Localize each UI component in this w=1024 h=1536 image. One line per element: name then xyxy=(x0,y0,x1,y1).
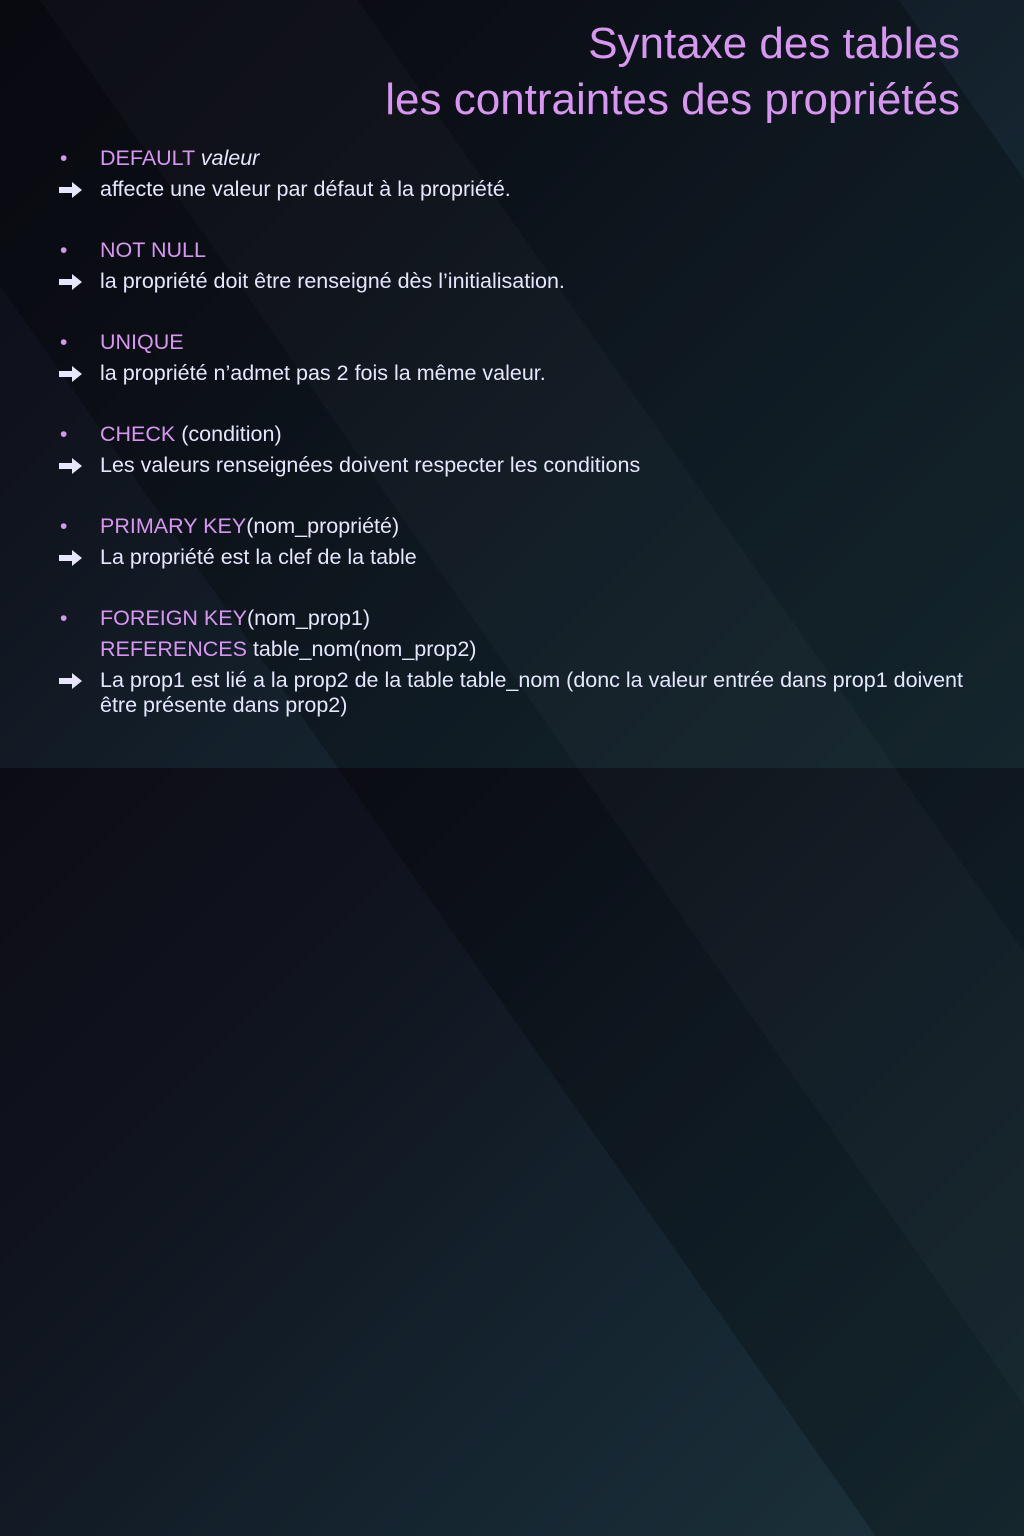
description: La prop1 est lié a la prop2 de la table table_nom (donc la valeur entrée dans prop1 doivent être présente dans prop2) xyxy=(100,668,963,717)
keyword: REFERENCES xyxy=(100,637,247,661)
keyword: FOREIGN KEY xyxy=(100,606,247,630)
right-arrow-icon xyxy=(58,358,84,389)
keyword-param: valeur xyxy=(200,146,260,170)
constraint-primary-key xyxy=(58,511,968,542)
keyword-param: (nom_propriété) xyxy=(246,514,400,538)
description: la propriété n’admet pas 2 fois la même valeur. xyxy=(100,361,546,385)
right-arrow-icon xyxy=(58,542,84,573)
constraint-default xyxy=(58,143,968,174)
description-check xyxy=(58,450,968,481)
keyword-param: table_nom(nom_prop2) xyxy=(252,637,477,661)
right-arrow-icon xyxy=(58,668,84,693)
constraint-not-null xyxy=(58,235,968,266)
keyword: UNIQUE xyxy=(100,330,184,354)
bullet-icon: • xyxy=(60,331,68,354)
bullet-icon: • xyxy=(60,147,68,170)
description-foreign-key xyxy=(58,665,968,718)
description: affecte une valeur par défaut à la propriété. xyxy=(100,177,511,201)
bullet-icon: • xyxy=(60,239,68,262)
slide-title xyxy=(385,16,960,128)
description: La propriété est la clef de la table xyxy=(100,545,417,569)
description: la propriété doit être renseigné dès l’initialisation. xyxy=(100,269,565,293)
title-line-2: les contraintes des propriétés xyxy=(385,75,960,124)
constraint-foreign-key xyxy=(58,603,968,634)
slide-content xyxy=(58,143,968,718)
bullet-icon: • xyxy=(60,607,68,630)
keyword-param: (nom_prop1) xyxy=(246,606,371,630)
description-not-null xyxy=(58,266,968,297)
right-arrow-icon xyxy=(58,450,84,481)
constraint-check xyxy=(58,419,968,450)
keyword: NOT NULL xyxy=(100,238,206,262)
bullet-icon: • xyxy=(60,423,68,446)
constraint-unique xyxy=(58,327,968,358)
keyword: CHECK xyxy=(100,422,176,446)
description-primary-key xyxy=(58,542,968,573)
keyword-param: (condition) xyxy=(181,422,282,446)
description: Les valeurs renseignées doivent respecter les conditions xyxy=(100,453,641,477)
title-line-1: Syntaxe des tables xyxy=(588,19,960,68)
right-arrow-icon xyxy=(58,174,84,205)
keyword: DEFAULT xyxy=(100,146,195,170)
bullet-icon: • xyxy=(60,515,68,538)
keyword: PRIMARY KEY xyxy=(100,514,247,538)
description-unique xyxy=(58,358,968,389)
constraint-references xyxy=(58,634,968,665)
description-default xyxy=(58,174,968,205)
right-arrow-icon xyxy=(58,266,84,297)
